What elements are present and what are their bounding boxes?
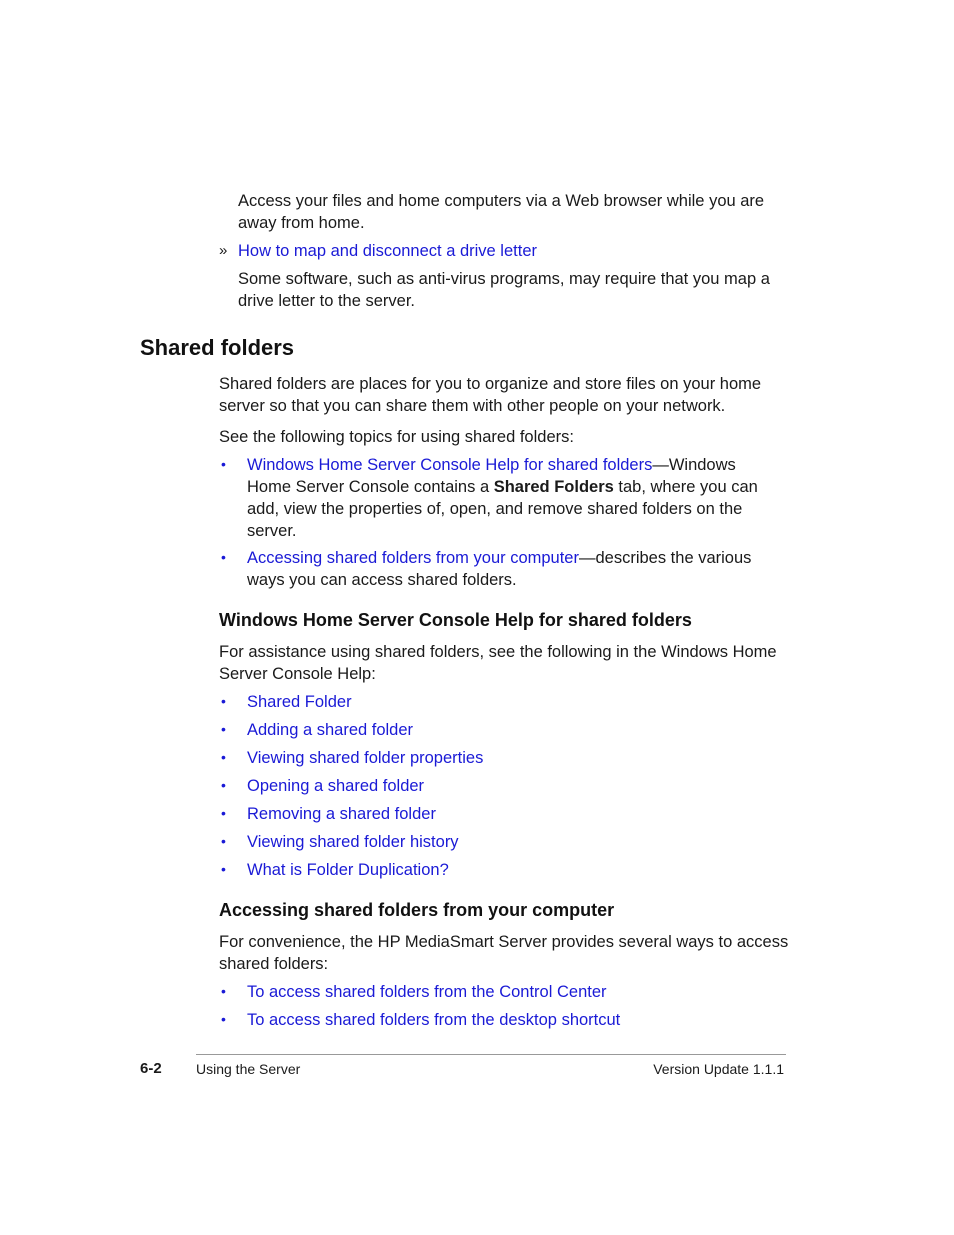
footer-version: Version Update 1.1.1 xyxy=(653,1061,784,1077)
topic-item-console-help xyxy=(247,454,782,542)
console-help-heading: Windows Home Server Console Help for shared folders xyxy=(219,610,692,630)
shared-folders-intro: Shared folders are places for you to organize and store files on your home server so that you can share them with other people on your network. xyxy=(219,375,762,415)
raquo-marker: » xyxy=(219,242,228,259)
viewing-history-link[interactable]: Viewing shared folder history xyxy=(247,833,459,851)
removing-shared-folder-link[interactable]: Removing a shared folder xyxy=(247,805,436,823)
page-number: 6-2 xyxy=(140,1060,162,1077)
console-help-intro: For assistance using shared folders, see the following in the Windows Home Server Console Help: xyxy=(219,643,777,683)
topics-lead: See the following topics for using shared folders: xyxy=(219,428,574,446)
footer-chapter: Using the Server xyxy=(196,1061,301,1077)
console-help-link[interactable]: Windows Home Server Console Help for shared folders xyxy=(247,456,653,474)
bullet: • xyxy=(221,861,226,877)
bullet: • xyxy=(221,833,226,849)
adding-shared-folder-link[interactable]: Adding a shared folder xyxy=(247,721,414,739)
topic1-text-a: —Windows Home Server Console contains a xyxy=(247,456,736,496)
bullet: • xyxy=(221,749,226,765)
remote-access-description: Access your files and home computers via a Web browser while you are away from home. xyxy=(238,192,765,232)
topic1-text-b: tab, where you can add, view the properties of, open, and remove shared folders on the server. xyxy=(247,478,758,540)
footer-rule xyxy=(196,1054,786,1055)
desktop-shortcut-access-link[interactable]: To access shared folders from the desktop shortcut xyxy=(247,1011,621,1029)
bullet: • xyxy=(221,983,226,999)
shared-folders-tab-label: Shared Folders xyxy=(493,478,614,496)
shared-folder-link[interactable]: Shared Folder xyxy=(247,693,352,711)
viewing-properties-link[interactable]: Viewing shared folder properties xyxy=(247,749,484,767)
accessing-intro: For convenience, the HP MediaSmart Server provides several ways to access shared folders: xyxy=(219,933,789,973)
accessing-shared-folders-link[interactable]: Accessing shared folders from your computer xyxy=(247,549,579,567)
topic-item-accessing xyxy=(247,547,782,591)
folder-duplication-link[interactable]: What is Folder Duplication? xyxy=(247,861,449,879)
bullet: • xyxy=(221,777,226,793)
control-center-access-link[interactable]: To access shared folders from the Control Center xyxy=(247,983,607,1001)
bullet: • xyxy=(221,721,226,737)
map-drive-description: Some software, such as anti-virus programs, may require that you map a drive letter to the server. xyxy=(238,270,770,310)
bullet: • xyxy=(221,456,226,472)
bullet: • xyxy=(221,549,226,565)
opening-shared-folder-link[interactable]: Opening a shared folder xyxy=(247,777,425,795)
accessing-heading: Accessing shared folders from your computer xyxy=(219,900,615,920)
bullet: • xyxy=(221,693,226,709)
topic2-text: —describes the various ways you can access shared folders. xyxy=(247,549,752,589)
map-drive-letter-link[interactable]: How to map and disconnect a drive letter xyxy=(238,242,537,260)
section-title: Shared folders xyxy=(140,335,295,360)
bullet: • xyxy=(221,1011,226,1027)
bullet: • xyxy=(221,805,226,821)
